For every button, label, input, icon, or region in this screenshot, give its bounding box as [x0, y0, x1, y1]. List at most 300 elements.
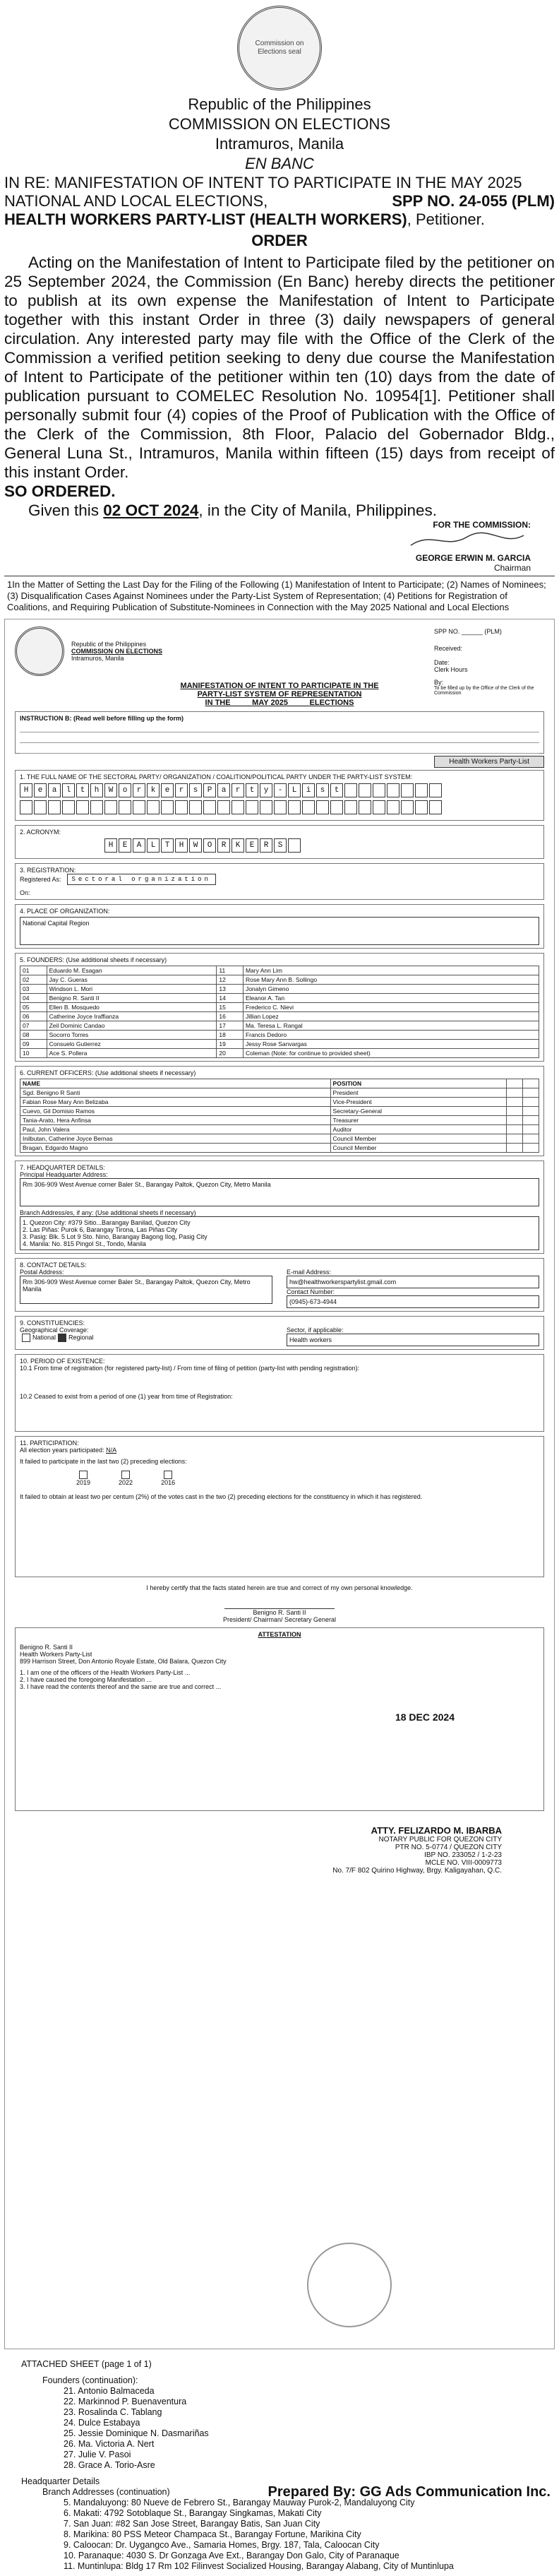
form-title-3: IN THE ____ MAY 2025 ____ ELECTIONS [205, 699, 354, 707]
letter-box [316, 800, 329, 814]
place-value: National Capital Region [20, 917, 539, 945]
founder-cell: Zeil Dominic Candao [47, 1021, 217, 1031]
letter-box [401, 800, 414, 814]
letter-box: a [217, 783, 230, 797]
section-8 [15, 1258, 544, 1312]
petitioner-name: HEALTH WORKERS PARTY-LIST (HEALTH WORKERS) [4, 210, 407, 228]
attester-org: Health Workers Party-List [20, 1651, 92, 1658]
officer-cell [523, 1134, 539, 1144]
letter-box [344, 783, 357, 797]
acronym-boxes [104, 838, 539, 853]
letter-box [373, 783, 385, 797]
section-10 [15, 1354, 544, 1432]
officer-cell: Cuevo, Gil Domisio Ramos [20, 1107, 331, 1116]
order-title: ORDER [251, 232, 308, 249]
officer-cell [523, 1107, 539, 1116]
letter-box [119, 800, 131, 814]
letter-box: S [274, 838, 287, 853]
letter-box [302, 800, 315, 814]
branch-item: 4. Manila: No. 815 Pingol St., Tondo, Manila [23, 1240, 146, 1247]
order-paragraph: Acting on the Manifestation of Intent to Participate filed by the petitioner on 25 September 2024, the Commission (En Banc) hereby directs the petitioner to publish at its own expense the Manifestation of Intent to Participate together with this instant Order in three (3) daily newspapers of general circulation. Any interested party may file with the Office of the Clerk of the Commission a verified petition seeking to deny due course the Manifestation of Intent to Participate of the petitioner within ten (10) days from the date of publication pursuant to COMELEC Resolution No. 10954[1]. Petitioner shall personally submit four (4) copies of the Proof of Publication with the Office of the Clerk of the Commission, 8th Floor, Palacio del Gobernador Bldg., General Luna St., Intramuros, Manila within fifteen (15) days from receipt of this instant Order. [4, 254, 555, 481]
branch-item: 1. Quezon City: #379 Sitio...Barangay Banilad, Quezon City [23, 1219, 191, 1226]
case-caption [0, 174, 559, 229]
officer-cell: Inilbutan, Catherine Joyce Bernas [20, 1134, 331, 1144]
letter-box: r [133, 783, 145, 797]
letter-box [76, 800, 89, 814]
postal-label: Postal Address: [20, 1269, 64, 1276]
s8-label: 8. CONTACT DETAILS: [20, 1262, 87, 1269]
officer-cell [507, 1144, 523, 1153]
p11b: It failed to participate in the last two (2) preceding elections: [20, 1458, 187, 1465]
letter-box: R [260, 838, 272, 853]
letter-box: E [246, 838, 258, 853]
given-pre: Given this [28, 501, 104, 519]
signature-scribble [404, 530, 531, 551]
founder-cell: Francis Dedoro [243, 1031, 539, 1040]
founders-continuation-title: Founders (continuation): [42, 2375, 138, 2385]
s1-label: 1. THE FULL NAME OF THE SECTORAL PARTY/ ORGANIZATION / COALITION/POLITICAL PARTY UNDER THE PARTY-LIST SYSTEM: [20, 773, 413, 780]
so-ordered: SO ORDERED. [4, 482, 116, 500]
letter-box [90, 800, 103, 814]
founders-continuation [21, 2386, 538, 2471]
founder-cell: Jonalyn Gimeno [243, 985, 539, 994]
cert-name: Benigno R. Santi II [224, 1608, 334, 1616]
attached-item: 26. Ma. Victoria A. Nert [64, 2439, 155, 2449]
officer-cell [523, 1125, 539, 1134]
letter-box: t [246, 783, 258, 797]
year-box [161, 1471, 175, 1486]
founder-cell: 18 [217, 1031, 244, 1040]
letter-box: h [90, 783, 103, 797]
name-boxes-empty [20, 800, 539, 814]
founder-cell: 01 [20, 966, 47, 975]
letter-box [133, 800, 145, 814]
officer-cell: Treasurer [330, 1116, 507, 1125]
form-hdr2: COMMISSION ON ELECTIONS [71, 648, 163, 655]
letter-box [48, 800, 61, 814]
s9-label: 9. CONSTITUENCIES: [20, 1319, 85, 1326]
officer-cell: Auditor [330, 1125, 507, 1134]
founder-cell: Ellen B. Mosquedo [47, 1003, 217, 1012]
given-post: , in the City of Manila, Philippines. [198, 501, 438, 519]
attached-item: 24. Dulce Estabaya [64, 2418, 140, 2428]
letter-box [232, 800, 244, 814]
p10a: 10.1 From time of registration (for registered party-list) / From time of filing of petition (party-list with pending registration): [20, 1365, 360, 1372]
letter-box: s [189, 783, 202, 797]
location-line: Intramuros, Manila [215, 135, 344, 153]
s11-label: 11. PARTICIPATION: [20, 1440, 79, 1447]
founder-cell: Jessy Rose Sanvargas [243, 1040, 539, 1049]
founder-cell: Benigno R. Santi II [47, 994, 217, 1003]
founder-cell: 02 [20, 975, 47, 985]
instructions [15, 711, 544, 754]
reg-type: Sectoral organization [67, 874, 216, 885]
founder-cell: Consuelo Gutierrez [47, 1040, 217, 1049]
p11a: All election years participated: [20, 1447, 104, 1454]
letter-box [217, 800, 230, 814]
notary-name: ATTY. FELIZARDO M. IBARBA [371, 1825, 502, 1836]
letter-box [20, 800, 32, 814]
geo-label: Geographical Coverage: [20, 1326, 89, 1334]
officer-cell: Fabian Rose Mary Ann Belizaba [20, 1098, 331, 1107]
notary-address: No. 7/F 802 Quirino Highway, Brgy. Kaligayahan, Q.C. [332, 1867, 502, 1875]
letter-box [387, 783, 399, 797]
section-2 [15, 825, 544, 859]
contact-value: (0945)-673-4944 [287, 1295, 539, 1308]
officer-cell [523, 1116, 539, 1125]
form-date: Date: [434, 659, 450, 666]
attestation-2: 2. I have caused the foregoing Manifestation ... [20, 1676, 152, 1683]
letter-box [429, 783, 442, 797]
cert-role: President/ Chairman/ Secretary General [222, 1616, 337, 1623]
en-banc-line: EN BANC [245, 155, 314, 172]
notary-mcle: MCLE NO. VIII-0009773 [425, 1859, 502, 1867]
letter-box: L [288, 783, 301, 797]
section-1 [15, 770, 544, 821]
founder-cell: Socorro Torres [47, 1031, 217, 1040]
year-label: 2019 [76, 1479, 91, 1486]
form-title-1: MANIFESTATION OF INTENT TO PARTICIPATE IN THE [180, 682, 379, 690]
letter-box: L [147, 838, 160, 853]
order-body [0, 253, 559, 520]
founder-cell: Ma. Teresa L. Rangal [243, 1021, 539, 1031]
founder-cell: 20 [217, 1049, 244, 1058]
letter-box: r [232, 783, 244, 797]
certification [15, 1584, 544, 1623]
republic-line: Republic of the Philippines [188, 95, 371, 113]
letter-box: - [274, 783, 287, 797]
given-date: 02 OCT 2024 [103, 501, 199, 519]
attached-sheet [0, 2355, 559, 2576]
officer-cell [507, 1107, 523, 1116]
section-4 [15, 904, 544, 949]
founder-cell: 09 [20, 1040, 47, 1049]
receiving-box [434, 628, 540, 696]
attestation-3: 3. I have read the contents thereof and the same are true and correct ... [20, 1683, 222, 1690]
for-commission: FOR THE COMMISSION: [433, 520, 531, 530]
sector-label: Sector, if applicable: [287, 1326, 344, 1334]
form-title-2: PARTY-LIST SYSTEM OF REPRESENTATION [197, 690, 362, 699]
letter-box: R [217, 838, 230, 853]
branch-continuation [21, 2498, 538, 2572]
letter-box: y [260, 783, 272, 797]
letter-box [34, 800, 47, 814]
letter-box [401, 783, 414, 797]
founder-cell: 10 [20, 1049, 47, 1058]
founder-cell: 04 [20, 994, 47, 1003]
section-7 [15, 1161, 544, 1254]
contact-label: Contact Number: [287, 1288, 335, 1295]
founder-cell: 03 [20, 985, 47, 994]
attached-item: 25. Jessie Dominique N. Dasmariñas [64, 2428, 209, 2438]
officer-cell [507, 1125, 523, 1134]
letter-box [104, 800, 117, 814]
letter-box [415, 783, 428, 797]
founder-cell: 19 [217, 1040, 244, 1049]
officer-row [20, 1107, 539, 1116]
attached-item: 9. Caloocan: Dr. Uygangco Ave., Samaria Homes, Brgy. 187, Tala, Caloocan City [64, 2540, 380, 2550]
founder-cell: Rose Mary Ann B. Sollingo [243, 975, 539, 985]
letter-box [359, 800, 371, 814]
attached-item: 23. Rosalinda C. Tablang [64, 2407, 162, 2417]
officer-cell [523, 1088, 539, 1098]
comelec-seal [237, 6, 322, 90]
founder-cell: 07 [20, 1021, 47, 1031]
email-label: E-mail Address: [287, 1269, 332, 1276]
s7-label: 7. HEADQUARTER DETAILS: [20, 1164, 105, 1171]
founder-cell: Windson L. Mori [47, 985, 217, 994]
founder-cell: 11 [217, 966, 244, 975]
letter-box [62, 800, 75, 814]
letter-box [175, 800, 188, 814]
officer-cell: Council Member [330, 1134, 507, 1144]
notary-stamp [307, 2243, 392, 2327]
attestation-title: ATTESTATION [258, 1631, 301, 1638]
sector-value: Health workers [287, 1334, 539, 1346]
attester-address: 899 Harrison Street, Don Antonio Royale Estate, Old Balara, Quezon City [20, 1658, 227, 1665]
founder-cell: 08 [20, 1031, 47, 1040]
s2-label: 2. ACRONYM: [20, 829, 61, 836]
notary-ibp: IBP NO. 233052 / 1-2-23 [424, 1851, 502, 1859]
s10-label: 10. PERIOD OF EXISTENCE: [20, 1358, 105, 1365]
founder-cell: 13 [217, 985, 244, 994]
notary-ptr: PTR NO. 5-0774 / QUEZON CITY [395, 1844, 502, 1851]
section-6 [15, 1066, 544, 1156]
s3-label: 3. REGISTRATION: [20, 867, 76, 874]
prepared-by: Prepared By: GG Ads Communication Inc. [268, 2484, 551, 2500]
signatory-name: GEORGE ERWIN M. GARCIA [415, 553, 531, 563]
footnote: 1In the Matter of Setting the Last Day for the Filing of the Following (1) Manifestation of Intent to Participate; (2) Names of Nominees; (3) Disqualification Cases Against Nominees under the Party-List System of Representation; (4) Petitions for Registration of Coalitions, and Requiring Publication of Substitute-Nominees in Connection with the May 2025 National and Local Elections [7, 579, 546, 612]
p10b: 10.2 Ceased to exist from a period of one (1) year from time of Registration: [20, 1393, 233, 1400]
attached-item: 6. Makati: 4792 Sotoblaque St., Barangay Singkamas, Makati City [64, 2508, 322, 2518]
subscribed-date: 18 DEC 2024 [395, 1711, 455, 1723]
year-boxes [76, 1471, 483, 1486]
year-box [76, 1471, 90, 1486]
form-spp: SPP NO. ______ (PLM) [434, 628, 502, 635]
attached-item: 11. Muntinlupa: Bldg 17 Rm 102 Filinvest Socialized Housing, Barangay Alabang, City of Muntinlupa [64, 2561, 454, 2571]
letter-box: O [203, 838, 216, 853]
letter-box [246, 800, 258, 814]
letter-box: K [232, 838, 244, 853]
p11a-value: N/A [106, 1447, 117, 1454]
letter-box [260, 800, 272, 814]
founder-row [20, 1049, 539, 1058]
email-value: hw@healthworkerspartylist.gmail.com [287, 1276, 539, 1288]
letter-box [359, 783, 371, 797]
form-banner: Health Workers Party-List [434, 756, 544, 768]
section-9 [15, 1316, 544, 1350]
letter-box: P [203, 783, 216, 797]
letter-box: H [104, 838, 117, 853]
letter-box [373, 800, 385, 814]
instructions-title: INSTRUCTION B: (Read well before filling up the form) [20, 715, 184, 722]
founder-cell: 05 [20, 1003, 47, 1012]
officer-cell: Tania-Arato, Hera Anfinsa [20, 1116, 331, 1125]
letter-box [387, 800, 399, 814]
attached-item: 5. Mandaluyong: 80 Nueve de Febrero St., Barangay Mauway Purok-2, Mandaluyong City [64, 2498, 415, 2507]
founder-cell: Ace S. Pollera [47, 1049, 217, 1058]
officer-cell [507, 1116, 523, 1125]
hq-title: Headquarter Details [21, 2476, 100, 2486]
branch-label: Branch Address/es, if any: (Use additional sheets if necessary) [20, 1209, 196, 1216]
founder-cell: 12 [217, 975, 244, 985]
letter-box: A [133, 838, 145, 853]
national-label: National [32, 1334, 56, 1341]
founder-cell: 15 [217, 1003, 244, 1012]
attached-item: 21. Antonio Balmaceda [64, 2386, 155, 2396]
s5-label: 5. FOUNDERS: (Use additional sheets if necessary) [20, 956, 167, 963]
letter-box: s [316, 783, 329, 797]
founder-cell: Frederico C. Nievi [243, 1003, 539, 1012]
founder-row [20, 1031, 539, 1040]
attached-item: 22. Markinnod P. Buenaventura [64, 2397, 187, 2406]
letter-box: e [34, 783, 47, 797]
form-received: Received: [434, 645, 463, 652]
letter-box: l [62, 783, 75, 797]
hq-principal-label: Principal Headquarter Address: [20, 1171, 108, 1178]
attester-name: Benigno R. Santi II [20, 1644, 73, 1651]
notary-commission: NOTARY PUBLIC FOR QUEZON CITY [378, 1836, 502, 1844]
officer-cell [507, 1098, 523, 1107]
letter-box: W [104, 783, 117, 797]
letter-box: o [119, 783, 131, 797]
founder-row [20, 1040, 539, 1049]
officer-row [20, 1134, 539, 1144]
officer-cell: Sgd. Benigno R Santi [20, 1088, 331, 1098]
founder-row [20, 966, 539, 975]
officer-row [20, 1116, 539, 1125]
attached-title: ATTACHED SHEET (page 1 of 1) [21, 2359, 152, 2369]
signatory-title: Chairman [493, 563, 531, 573]
caption-line-2: NATIONAL AND LOCAL ELECTIONS, [4, 192, 268, 210]
letter-box [344, 800, 357, 814]
section-3 [15, 863, 544, 900]
commission-line: COMMISSION ON ELECTIONS [168, 115, 391, 133]
regional-label: Regional [68, 1334, 94, 1341]
letter-box [330, 800, 343, 814]
attestation-1: 1. I am one of the officers of the Health Workers Party-List ... [20, 1669, 191, 1676]
postal-value: Rm 306-909 West Avenue corner Baler St., Barangay Paltok, Quezon City, Metro Manila [20, 1276, 272, 1304]
letter-box [288, 800, 301, 814]
s4-label: 4. PLACE OF ORGANIZATION: [20, 908, 110, 915]
form-by: By: [434, 679, 444, 686]
letter-box: H [175, 838, 188, 853]
col-name-2 [507, 1079, 523, 1088]
col-position: POSITION [330, 1079, 507, 1088]
founder-row [20, 994, 539, 1003]
officer-cell [523, 1098, 539, 1107]
founder-row [20, 985, 539, 994]
letter-box [147, 800, 160, 814]
manifestation-form [4, 619, 555, 2349]
founder-cell: Eduardo M. Esagan [47, 966, 217, 975]
officer-cell [507, 1088, 523, 1098]
section-5 [15, 953, 544, 1062]
letter-box: e [161, 783, 174, 797]
founder-cell: 17 [217, 1021, 244, 1031]
section-11 [15, 1436, 544, 1577]
attached-item: 10. Paranaque: 4030 S. Dr Gonzaga Ave Ext., Barangay Don Galo, City of Paranaque [64, 2551, 399, 2560]
form-clerk: Clerk Hours [434, 666, 468, 673]
year-label: 2022 [119, 1479, 133, 1486]
officer-cell [523, 1144, 539, 1153]
on-label: On: [20, 889, 30, 896]
branch-list [20, 1216, 539, 1250]
officer-row [20, 1098, 539, 1107]
founder-cell: Jay C. Gueras [47, 975, 217, 985]
officer-cell: President [330, 1088, 507, 1098]
year-label: 2016 [161, 1479, 176, 1486]
founder-row [20, 1021, 539, 1031]
letter-box [189, 800, 202, 814]
case-number: SPP NO. 24-055 (PLM) [392, 192, 555, 210]
form-hdr3: Intramuros, Manila [71, 655, 124, 662]
letter-box [161, 800, 174, 814]
letter-box: i [302, 783, 315, 797]
founder-cell: Coleman (Note: for continue to provided sheet) [243, 1049, 539, 1058]
founder-row [20, 975, 539, 985]
letter-box [288, 838, 301, 853]
branch-item: 3. Pasig: Blk. 5 Lot 9 Sto. Nino, Barangay Bagong Ilog, Pasig City [23, 1233, 208, 1240]
letter-box: T [161, 838, 174, 853]
form-hdr1: Republic of the Philippines [71, 641, 147, 648]
founder-cell: 14 [217, 994, 244, 1003]
letter-box [415, 800, 428, 814]
col-position-2 [523, 1079, 539, 1088]
certify-text: I hereby certify that the facts stated herein are true and correct of my own personal knowledge. [146, 1584, 413, 1591]
founder-cell: Mary Ann Lim [243, 966, 539, 975]
branch-item: 2. Las Piñas: Purok 6, Barangay Tirona, Las Piñas City [23, 1226, 178, 1233]
hq-address: Rm 306-909 West Avenue corner Baler St., Barangay Paltok, Quezon City, Metro Manila [20, 1178, 539, 1206]
founder-row [20, 1003, 539, 1012]
caption-line-1: IN RE: MANIFESTATION OF INTENT TO PARTICIPATE IN THE MAY 2025 [4, 174, 522, 191]
officer-cell [507, 1134, 523, 1144]
document-header [0, 0, 559, 174]
name-boxes [20, 783, 539, 797]
founder-cell: Catherine Joyce Iraffianza [47, 1012, 217, 1021]
petitioner-suffix: , Petitioner. [407, 210, 485, 228]
officer-cell: Secretary-General [330, 1107, 507, 1116]
officer-row [20, 1144, 539, 1153]
attached-item: 7. San Juan: #82 San Jose Street, Barangay Batis, San Juan City [64, 2519, 320, 2529]
officer-cell: Bragan, Edgardo Magno [20, 1144, 331, 1153]
founder-row [20, 1012, 539, 1021]
letter-box [203, 800, 216, 814]
officer-cell: Council Member [330, 1144, 507, 1153]
letter-box: E [119, 838, 131, 853]
col-name: NAME [20, 1079, 331, 1088]
s6-label: 6. CURRENT OFFICERS: (Use additional sheets if necessary) [20, 1069, 196, 1076]
letter-box [274, 800, 287, 814]
p11c: It failed to obtain at least two per centum (2%) of the votes cast in the two (2) preceding elections for the constituency in which it has registered. [20, 1493, 423, 1500]
branch-continuation-title: Branch Addresses (continuation) [42, 2487, 170, 2497]
letter-box [429, 800, 442, 814]
reg-as-label: Registered As: [20, 876, 61, 883]
notary-block [15, 1825, 544, 1875]
attestation [15, 1627, 544, 1811]
officer-row [20, 1125, 539, 1134]
officer-cell: Vice-President [330, 1098, 507, 1107]
year-box [119, 1471, 133, 1486]
attached-item: 27. Julie V. Pasoi [64, 2450, 131, 2459]
founder-cell: Jillian Lopez [243, 1012, 539, 1021]
signature-block [0, 520, 559, 573]
founder-cell: Eleanor A. Tan [243, 994, 539, 1003]
letter-box: k [147, 783, 160, 797]
form-seal [15, 627, 64, 676]
founder-cell: 16 [217, 1012, 244, 1021]
founder-cell: 06 [20, 1012, 47, 1021]
